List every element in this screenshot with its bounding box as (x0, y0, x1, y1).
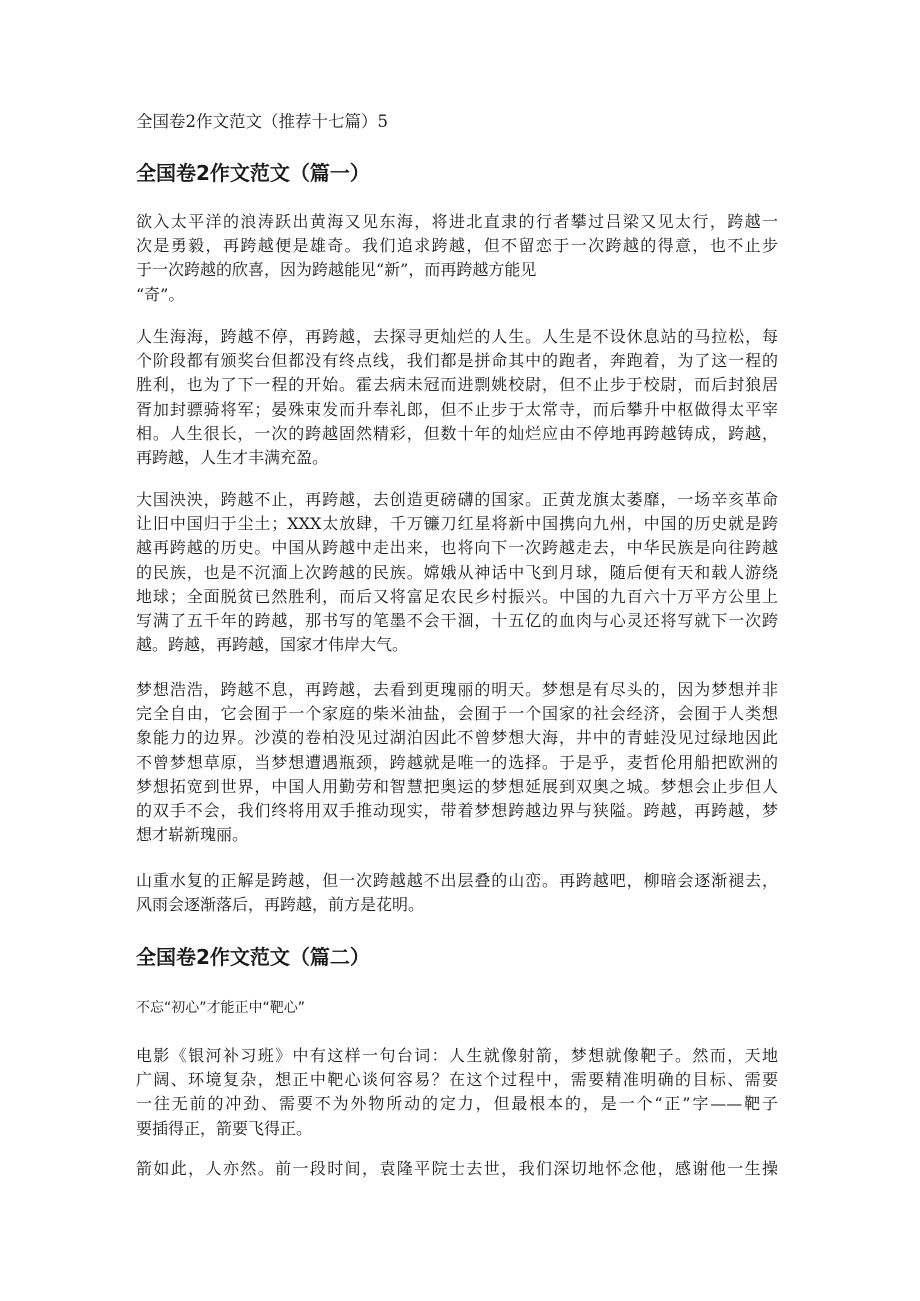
text-line: 于一次跨越的欣喜，因为跨越能见“新”，而再跨越方能见 (136, 260, 537, 280)
text-line: 欲入太平洋的浪涛跃出黄海又见东海，将进北直隶的行者攀过吕梁又见太行，跨越一 (136, 212, 778, 231)
text-line: 的双手不会，我们终将用双手推动现实，带着梦想跨越边界与狭隘。跨越，再跨越，梦 (136, 801, 778, 821)
paragraph (136, 210, 778, 307)
text-line: 地球；全面脱贫已然胜利，而后又将富足农民乡村振兴。中国的九百六十万平方公里上 (136, 586, 778, 606)
text-line: 让旧中国归于尘土；XXX太放肆，千万镰刀红星将新中国携向九州，中国的历史就是跨 (136, 514, 778, 534)
text-line: 山重水复的正解是跨越，但一次跨越越不出层叠的山峦。再跨越吧，柳暗会逐渐褪去， (136, 871, 778, 890)
text-line: 一往无前的冲劲、需要不为外物所动的定力，但最根本的，是一个“正”字——靶子 (136, 1094, 778, 1114)
text-line: “奇”。 (136, 284, 185, 304)
section-heading-1: 全国卷2作文范文（篇一） (136, 161, 370, 185)
paragraph (136, 678, 778, 847)
text-line: 的民族，也是不沉湎上次跨越的民族。嫦娥从神话中飞到月球，随后便有天和载人游绕 (136, 562, 778, 582)
text-line: 越再跨越的历史。中国从跨越中走出来，也将向下一次跨越走去，中华民族是向往跨越 (136, 538, 778, 558)
text-line: 胥加封骠骑将军；晏殊束发而升奉礼郎，但不止步于太常寺，而后攀升中枢做得太平宰 (136, 399, 778, 419)
paragraph (136, 325, 778, 470)
text-line: 不曾梦想草原，当梦想遭遇瓶颈，跨越就是唯一的选择。于是乎，麦哲伦用船把欧洲的 (136, 752, 778, 772)
paragraph (136, 869, 778, 917)
text-line: 梦想浩浩，跨越不息，再跨越，去看到更瑰丽的明天。梦想是有尽头的，因为梦想并非 (136, 680, 778, 699)
paragraph (136, 1157, 778, 1181)
text-line: 越。跨越，再跨越，国家才伟岸大气。 (136, 635, 409, 655)
text-line: 人生海海，跨越不停，再跨越，去探寻更灿烂的人生。人生是不设休息站的马拉松，每 (136, 327, 778, 346)
text-line: 风雨会逐渐落后，再跨越，前方是花明。 (136, 895, 425, 915)
paragraph (136, 488, 778, 657)
text-line: 电影《银河补习班》中有这样一句台词：人生就像射箭，梦想就像靶子。然而，天地 (136, 1046, 778, 1065)
text-line: 次是勇毅，再跨越便是雄奇。我们追求跨越，但不留恋于一次跨越的得意，也不止步 (136, 236, 778, 256)
document-title: 全国卷2作文范文（推荐十七篇）5 (136, 112, 388, 131)
text-line: 完全自由，它会囿于一个家庭的柴米油盐，会囿于一个国家的社会经济，会囿于人类想 (136, 704, 778, 724)
text-line: 相。人生很长，一次的跨越固然精彩，但数十年的灿烂应由不停地再跨越铸成，跨越， (136, 423, 778, 443)
text-line: 再跨越，人生才丰满充盈。 (136, 448, 329, 468)
text-line: 想才崭新瑰丽。 (136, 825, 249, 845)
text-line: 象能力的边界。沙漠的卷柏没见过湖泊因此不曾梦想大海，井中的青蛙没见过绿地因此 (136, 728, 778, 748)
text-line: 箭如此，人亦然。前一段时间，袁隆平院士去世，我们深切地怀念他，感谢他一生操 (136, 1159, 778, 1178)
text-line: 个阶段都有颁奖台但都没有终点线，我们都是拼命其中的跑者，奔跑着，为了这一程的 (136, 351, 778, 371)
text-line: 写满了五千年的跨越，那书写的笔墨不会干涸，十五亿的血肉与心灵还将写就下一次跨 (136, 611, 778, 631)
section-heading-2: 全国卷2作文范文（篇二） (136, 945, 370, 969)
paragraph (136, 1044, 778, 1141)
essay-subtitle: 不忘“初心”才能正中“靶心” (136, 1000, 306, 1016)
text-line: 广阔、环境复杂，想正中靶心谈何容易？在这个过程中，需要精准明确的目标、需要 (136, 1070, 778, 1090)
text-line: 大国泱泱，跨越不止，再跨越，去创造更磅礴的国家。正黄龙旗太萎靡，一场辛亥革命 (136, 490, 778, 509)
text-line: 胜利，也为了下一程的开始。霍去病未冠而进剽姚校尉，但不止步于校尉，而后封狼居 (136, 375, 778, 395)
text-line: 要插得正，箭要飞得正。 (136, 1118, 313, 1138)
text-line: 梦想拓宽到世界，中国人用勤劳和智慧把奥运的梦想延展到双奥之城。梦想会止步但人 (136, 776, 778, 796)
